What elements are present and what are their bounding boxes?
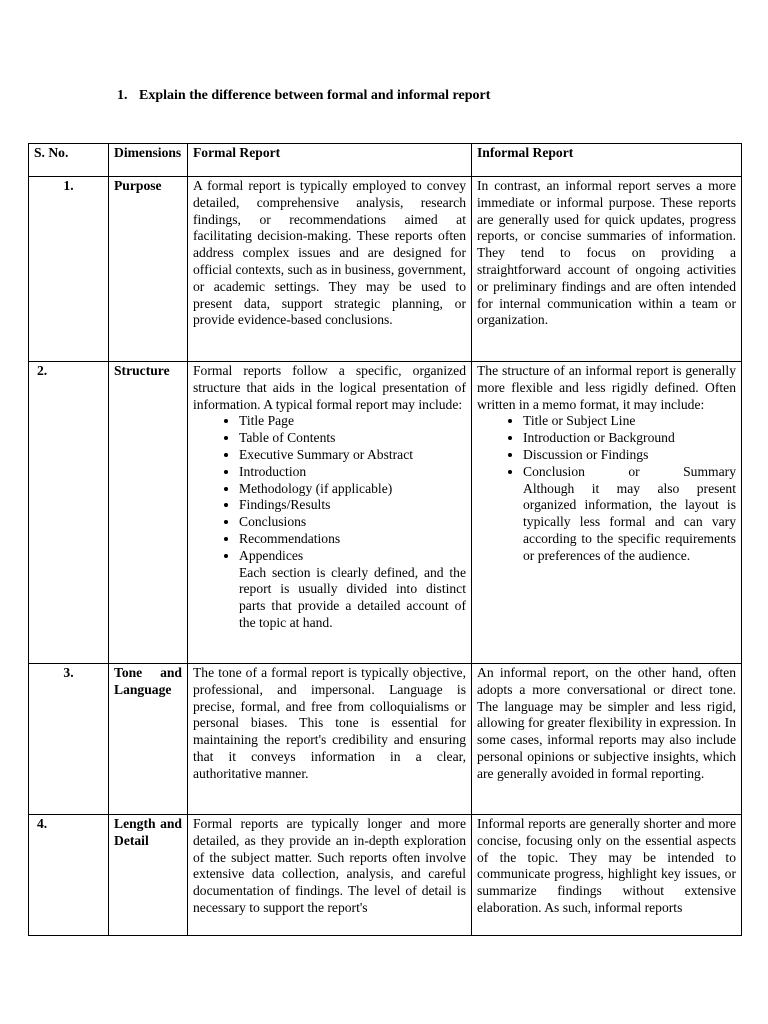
row-dimension: Purpose bbox=[109, 177, 188, 362]
question-text: Explain the difference between formal and informal report bbox=[139, 88, 491, 103]
row-number: 4. bbox=[29, 815, 109, 936]
informal-cell bbox=[472, 362, 742, 664]
formal-intro: Formal reports follow a specific, organized structure that aids in the logical presentation of information. A typical formal report may include: bbox=[193, 363, 466, 412]
formal-cell: The tone of a formal report is typically objective, professional, and impersonal. Language is precise, formal, and free from colloquialisms or personal biases. This tone is essential for maintaining the report's credibility and ensuring that it conveys information in a clear, authoritative manner. bbox=[188, 664, 472, 815]
comparison-table bbox=[28, 143, 742, 936]
table-row bbox=[29, 815, 742, 936]
header-dimension: Dimensions bbox=[109, 144, 188, 177]
row-number: 3. bbox=[29, 664, 109, 815]
question-heading bbox=[117, 88, 490, 104]
row-number: 1. bbox=[29, 177, 109, 362]
informal-structure-list bbox=[477, 413, 736, 480]
formal-cell: A formal report is typically employed to convey detailed, comprehensive analysis, research findings, or recommendations aimed at facilitating decision-making. These reports often address complex issues and are designed for official contexts, such as in business, government, or academic settings. They may be used to present data, support strategic planning, or provide evidence-based conclusions. bbox=[188, 177, 472, 362]
informal-after: Although it may also present organized information, the layout is typically less formal and can vary according to the specific requirements or preferences of the audience. bbox=[523, 480, 736, 563]
list-item: • Executive Summary or Abstract bbox=[239, 447, 466, 464]
header-sno: S. No. bbox=[29, 144, 109, 177]
list-item: • Conclusion or Summary bbox=[523, 464, 736, 481]
list-item: • Recommendations bbox=[239, 531, 466, 548]
informal-intro: The structure of an informal report is generally more flexible and less rigidly defined. Often written in a memo format, it may include: bbox=[477, 363, 736, 412]
formal-cell: Formal reports are typically longer and more detailed, as they provide an in-depth exploration of the subject matter. Such reports often involve extensive data collection, analysis, and careful documentation of findings. The level of detail is necessary to support the report's bbox=[188, 815, 472, 936]
header-formal: Formal Report bbox=[188, 144, 472, 177]
list-item: • Introduction bbox=[239, 464, 466, 481]
row-dimension: Tone and Language bbox=[109, 664, 188, 815]
list-item: • Findings/Results bbox=[239, 497, 466, 514]
header-informal: Informal Report bbox=[472, 144, 742, 177]
informal-cell: An informal report, on the other hand, often adopts a more conversational or direct tone. The language may be simpler and less rigid, allowing for greater flexibility in expression. In some cases, informal reports may also include personal opinions or subjective insights, which are generally avoided in formal reporting. bbox=[472, 664, 742, 815]
question-number: 1. bbox=[117, 88, 128, 103]
list-item: • Title Page bbox=[239, 413, 466, 430]
row-number: 2. bbox=[29, 362, 109, 664]
formal-structure-list bbox=[193, 413, 466, 564]
list-item: • Conclusions bbox=[239, 514, 466, 531]
list-item: • Table of Contents bbox=[239, 430, 466, 447]
list-item: • Introduction or Background bbox=[523, 430, 736, 447]
informal-cell: Informal reports are generally shorter and more concise, focusing only on the essential aspects of the topic. They may be intended to communicate progress, highlight key issues, or summarize findings without extensive elaboration. As such, informal reports bbox=[472, 815, 742, 936]
table-row bbox=[29, 177, 742, 362]
list-item: • Appendices bbox=[239, 548, 466, 565]
row-dimension: Structure bbox=[109, 362, 188, 664]
table-row bbox=[29, 362, 742, 664]
informal-cell: In contrast, an informal report serves a more immediate or informal purpose. These reports are generally used for quick updates, progress reports, or concise summaries of information. They tend to focus on providing a straightforward account of ongoing activities or preliminary findings and are often intended for internal communication within a team or organization. bbox=[472, 177, 742, 362]
row-dimension: Length and Detail bbox=[109, 815, 188, 936]
list-item: • Discussion or Findings bbox=[523, 447, 736, 464]
list-item: • Methodology (if applicable) bbox=[239, 481, 466, 498]
formal-after: Each section is clearly defined, and the report is usually divided into distinct parts that provide a detailed account of the topic at hand. bbox=[239, 564, 466, 630]
list-item: • Title or Subject Line bbox=[523, 413, 736, 430]
table-row bbox=[29, 664, 742, 815]
table-header-row bbox=[29, 144, 742, 177]
formal-cell bbox=[188, 362, 472, 664]
